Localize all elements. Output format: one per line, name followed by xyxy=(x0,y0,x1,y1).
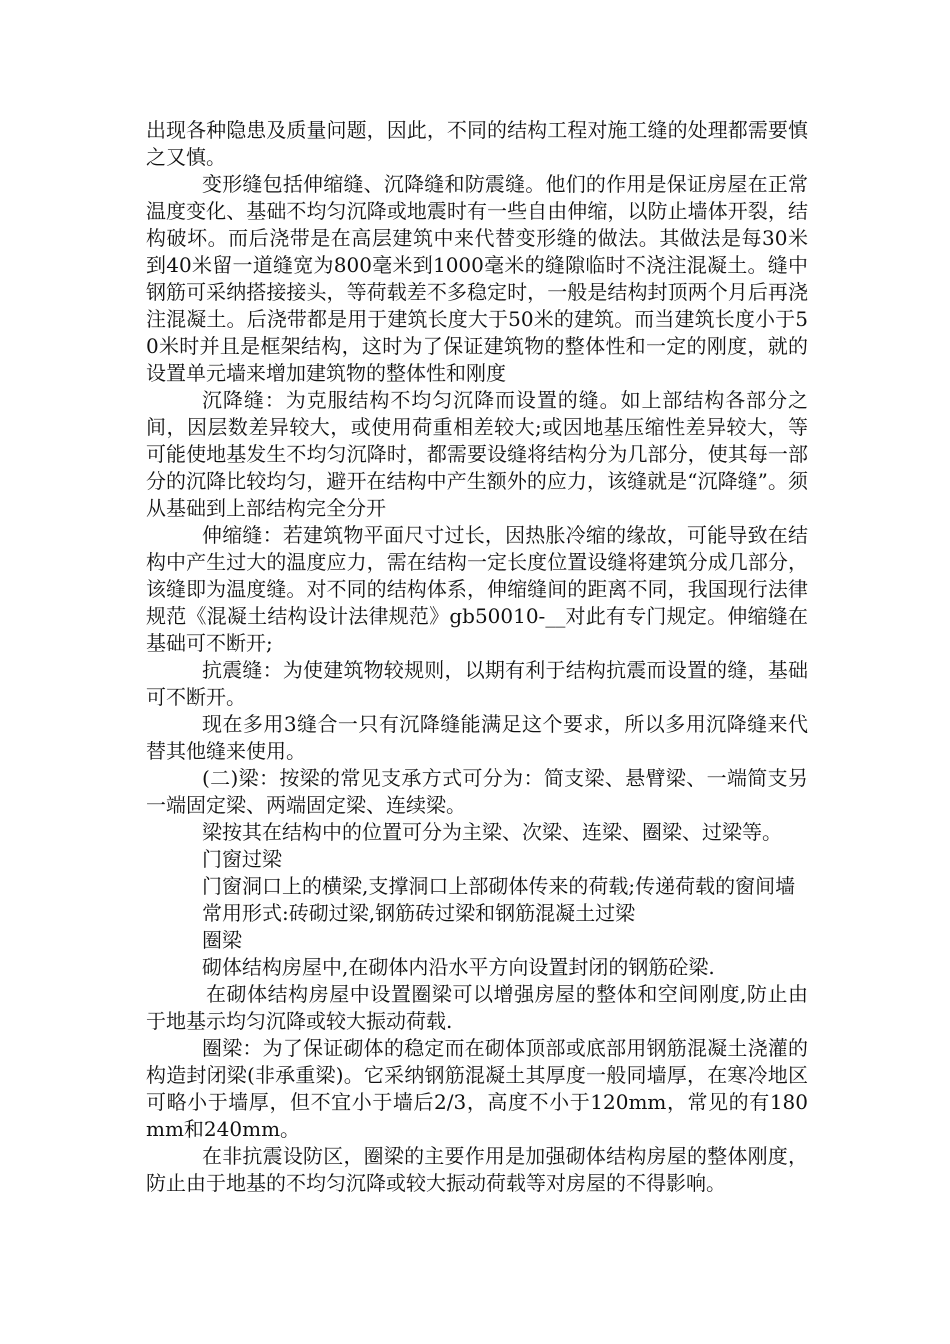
paragraph-settlement-joint: 沉降缝：为克服结构不均匀沉降而设置的缝。如上部结构各部分之间，因层数差异较大，或使用荷重相差较大;或因地基压缩性差异较大，等可能使地基发生不均匀沉降时，都需要设缝将结构分为几部分，使其每一部分的沉降比较均匀，避开在结构中产生额外的应力，该缝就是“沉降缝”。须从基础到上部结构完全分开 xyxy=(146,388,808,520)
document-body xyxy=(146,117,808,1197)
paragraph-beam-position-types: 梁按其在结构中的位置可分为主梁、次梁、连梁、圈梁、过梁等。 xyxy=(202,820,782,844)
paragraph-deformation-joint: 变形缝包括伸缩缝、沉降缝和防震缝。他们的作用是保证房屋在正常温度变化、基础不均匀沉降或地震时有一些自由伸缩，以防止墙体开裂，结构破坏。而后浇带是在高层建筑中来代替变形缝的做法。其做法是每30米到40米留一道缝宽为800毫米到1000毫米的缝隙临时不浇注混凝土。缝中钢筋可采纳搭接接头，等荷载差不多稳定时，一般是结构封顶两个月后再浇注混凝土。后浇带都是用于建筑长度大于50米的建筑。而当建筑长度小于50米时并且是框架结构，这时为了保证建筑物的整体性和一定的刚度，就的设置单元墙来增加建筑物的整体性和刚度 xyxy=(146,172,808,385)
paragraph-expansion-joint: 伸缩缝：若建筑物平面尺寸过长，因热胀冷缩的缘故，可能导致在结构中产生过大的温度应力，需在结构一定长度位置设缝将建筑分成几部分，该缝即为温度缝。对不同的结构体系，伸缩缝间的距离不同，我国现行法律规范《混凝土结构设计法律规范》gb50010-__对此有专门规定。伸缩缝在基础可不断开; xyxy=(146,523,808,655)
paragraph-ring-beam-function: 在砌体结构房屋中设置圈梁可以增强房屋的整体和空间刚度,防止由于地基示均匀沉降或较大振动荷载. xyxy=(146,982,808,1033)
paragraph-lintel-definition: 门窗洞口上的横梁,支撑洞口上部砌体传来的荷载;传递荷载的窗间墙 xyxy=(202,874,796,898)
paragraph-ring-beam-non-seismic: 在非抗震设防区，圈梁的主要作用是加强砌体结构房屋的整体刚度，防止由于地基的不均匀沉降或较大振动荷载等对房屋的不得影响。 xyxy=(146,1144,808,1195)
paragraph-ring-beam-definition: 砌体结构房屋中,在砌体内沿水平方向设置封闭的钢筋砼梁. xyxy=(202,955,715,979)
heading-lintel: 门窗过梁 xyxy=(202,847,282,871)
paragraph-beam-support-types: (二)梁：按梁的常见支承方式可分为：简支梁、悬臂梁、一端简支另一端固定梁、两端固定梁、连续梁。 xyxy=(146,766,808,817)
paragraph-seismic-joint: 抗震缝：为使建筑物较规则，以期有利于结构抗震而设置的缝，基础可不断开。 xyxy=(146,658,808,709)
heading-ring-beam: 圈梁 xyxy=(202,928,242,952)
paragraph-construction-joint-end: 出现各种隐患及质量问题，因此，不同的结构工程对施工缝的处理都需要慎之又慎。 xyxy=(146,118,808,169)
paragraph-ring-beam-spec: 圈梁：为了保证砌体的稳定而在砌体顶部或底部用钢筋混凝土浇灌的构造封闭梁(非承重梁)。它采纳钢筋混凝土其厚度一般同墙厚，在寒冷地区可略小于墙厚，但不宜小于墙后2/3，高度不小于120mm，常见的有180mm和240mm。 xyxy=(146,1036,808,1141)
paragraph-lintel-forms: 常用形式:砖砌过梁,钢筋砖过梁和钢筋混凝土过梁 xyxy=(202,901,636,925)
paragraph-three-in-one-joint: 现在多用3缝合一只有沉降缝能满足这个要求，所以多用沉降缝来代替其他缝来使用。 xyxy=(146,712,808,763)
